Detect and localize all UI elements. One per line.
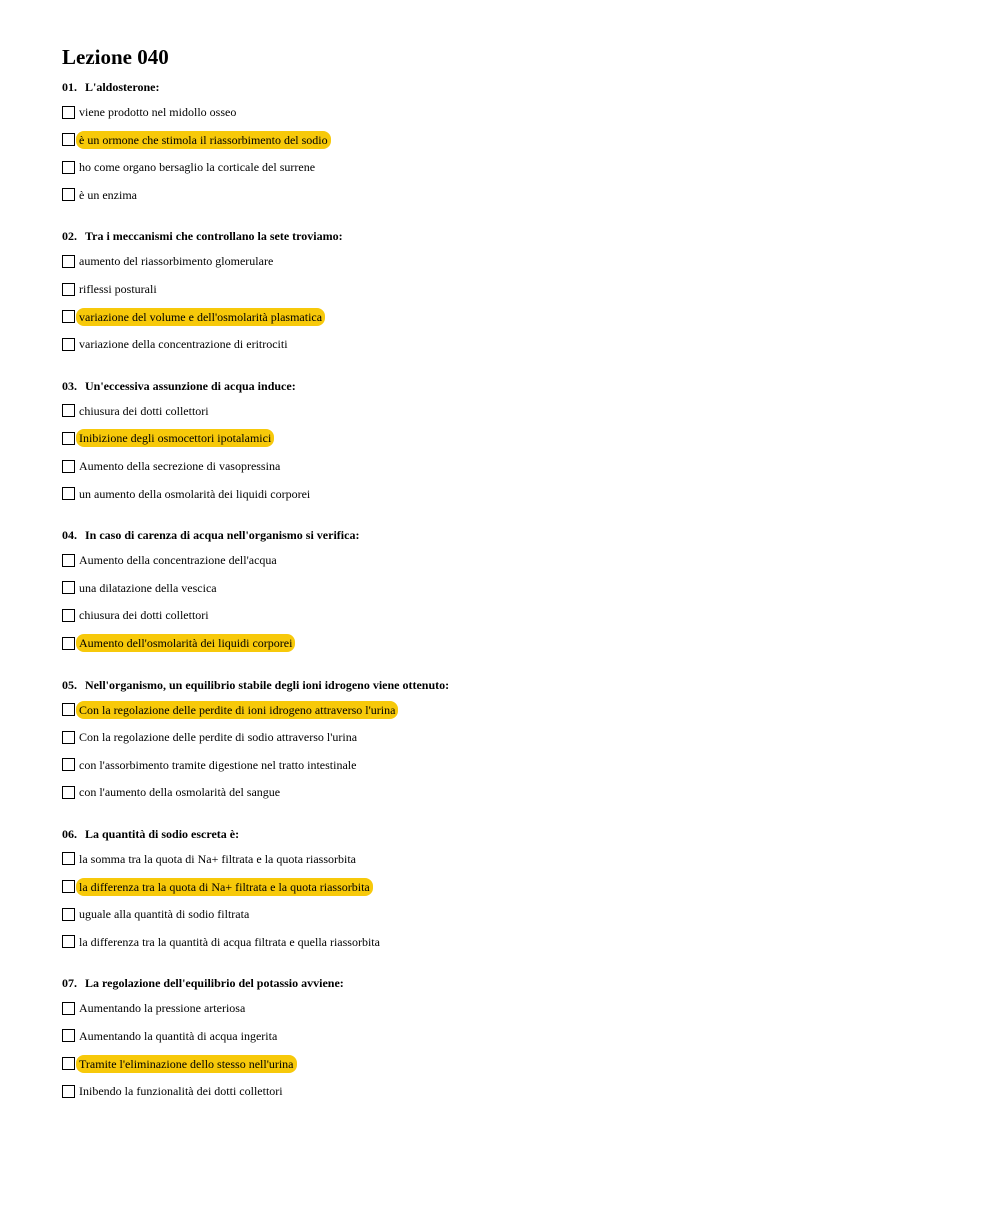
answer-option-label: chiusura dei dotti collettori	[79, 608, 209, 623]
answer-option-label: aumento del riassorbimento glomerulare	[79, 254, 274, 269]
checkbox[interactable]	[62, 106, 75, 119]
question-1	[62, 80, 962, 204]
answer-option-label: con l'aumento della osmolarità del sangue	[79, 785, 281, 800]
checkbox[interactable]	[62, 1057, 75, 1070]
checkbox[interactable]	[62, 133, 75, 146]
answer-option-label: Tramite l'eliminazione dello stesso nell'urina	[76, 1055, 297, 1073]
checkbox[interactable]	[62, 581, 75, 594]
answer-option[interactable]	[62, 158, 962, 177]
question-text: Tra i meccanismi che controllano la sete troviamo:	[85, 229, 343, 244]
answer-option[interactable]	[62, 484, 962, 503]
checkbox[interactable]	[62, 188, 75, 201]
question-number: 05.	[62, 677, 77, 692]
answer-option-label: la differenza tra la quantità di acqua filtrata e quella riassorbita	[79, 934, 380, 949]
question-3	[62, 379, 962, 503]
answer-option-label: una dilatazione della vescica	[79, 580, 217, 595]
answer-option[interactable]	[62, 728, 962, 747]
answer-option-highlighted[interactable]	[62, 1054, 962, 1073]
answer-option-label: chiusura dei dotti collettori	[79, 403, 209, 418]
checkbox[interactable]	[62, 880, 75, 893]
answer-option-label: la somma tra la quota di Na+ filtrata e la quota riassorbita	[79, 851, 357, 866]
question-number: 01.	[62, 80, 77, 94]
question-heading	[62, 379, 962, 393]
answer-option[interactable]	[62, 185, 962, 204]
answer-option-highlighted[interactable]	[62, 634, 962, 653]
answer-option[interactable]	[62, 578, 962, 597]
question-7	[62, 976, 962, 1100]
answer-option-label: Aumentando la pressione arteriosa	[79, 1001, 246, 1016]
question-text: L'aldosterone:	[85, 80, 160, 94]
question-number: 02.	[62, 229, 77, 244]
question-number: 06.	[62, 826, 77, 841]
answer-option[interactable]	[62, 606, 962, 625]
answer-option[interactable]	[62, 401, 962, 420]
answer-option-highlighted[interactable]	[62, 877, 962, 896]
answer-option-label: Aumento della secrezione di vasopressina	[79, 459, 281, 474]
checkbox[interactable]	[62, 255, 75, 268]
answer-option-label: ho come organo bersaglio la corticale del surrene	[79, 160, 316, 175]
answer-option-label: viene prodotto nel midollo osseo	[79, 105, 237, 120]
answer-option[interactable]	[62, 905, 962, 924]
checkbox[interactable]	[62, 310, 75, 323]
answer-option-highlighted[interactable]	[62, 130, 962, 149]
question-4	[62, 528, 962, 652]
answer-option[interactable]	[62, 252, 962, 271]
question-text: La regolazione dell'equilibrio del potassio avviene:	[85, 976, 344, 991]
question-heading	[62, 80, 962, 94]
answer-option-highlighted[interactable]	[62, 307, 962, 326]
answer-option-label: Aumentando la quantità di acqua ingerita	[79, 1028, 278, 1043]
answer-option-label: un aumento della osmolarità dei liquidi corporei	[79, 486, 311, 501]
checkbox[interactable]	[62, 758, 75, 771]
question-6	[62, 827, 962, 951]
question-2	[62, 229, 962, 353]
checkbox[interactable]	[62, 703, 75, 716]
answer-option[interactable]	[62, 457, 962, 476]
answer-option[interactable]	[62, 335, 962, 354]
checkbox[interactable]	[62, 637, 75, 650]
checkbox[interactable]	[62, 731, 75, 744]
answer-option-highlighted[interactable]	[62, 429, 962, 448]
question-5	[62, 678, 962, 802]
question-number: 04.	[62, 528, 77, 543]
answer-option-label: variazione del volume e dell'osmolarità plasmatica	[76, 308, 325, 326]
answer-option[interactable]	[62, 1082, 962, 1101]
question-heading	[62, 229, 962, 243]
answer-option-label: uguale alla quantità di sodio filtrata	[79, 907, 250, 922]
answer-option[interactable]	[62, 755, 962, 774]
checkbox[interactable]	[62, 338, 75, 351]
answer-option-label: Inibendo la funzionalità dei dotti collettori	[79, 1084, 283, 1099]
checkbox[interactable]	[62, 283, 75, 296]
checkbox[interactable]	[62, 609, 75, 622]
answer-option[interactable]	[62, 849, 962, 868]
question-number: 03.	[62, 378, 77, 393]
question-number: 07.	[62, 976, 77, 991]
checkbox[interactable]	[62, 487, 75, 500]
checkbox[interactable]	[62, 460, 75, 473]
answer-option[interactable]	[62, 783, 962, 802]
answer-option[interactable]	[62, 1026, 962, 1045]
question-text: In caso di carenza di acqua nell'organismo si verifica:	[85, 528, 360, 543]
checkbox[interactable]	[62, 554, 75, 567]
answer-option-label: è un ormone che stimola il riassorbimento del sodio	[76, 131, 331, 149]
answer-option[interactable]	[62, 551, 962, 570]
document-page	[62, 44, 962, 1101]
answer-option-highlighted[interactable]	[62, 700, 962, 719]
question-heading	[62, 678, 962, 692]
answer-option-label: la differenza tra la quota di Na+ filtrata e la quota riassorbita	[76, 878, 373, 896]
question-list	[62, 80, 962, 1101]
answer-option[interactable]	[62, 932, 962, 951]
checkbox[interactable]	[62, 786, 75, 799]
question-text: Nell'organismo, un equilibrio stabile degli ioni idrogeno viene ottenuto:	[85, 677, 450, 692]
answer-option-label: Aumento dell'osmolarità dei liquidi corporei	[76, 634, 295, 652]
answer-option-label: Con la regolazione delle perdite di sodio attraverso l'urina	[79, 730, 358, 745]
answer-option[interactable]	[62, 999, 962, 1018]
checkbox[interactable]	[62, 1002, 75, 1015]
answer-option-label: con l'assorbimento tramite digestione nel tratto intestinale	[79, 757, 357, 772]
checkbox[interactable]	[62, 908, 75, 921]
checkbox[interactable]	[62, 161, 75, 174]
answer-option[interactable]	[62, 280, 962, 299]
question-heading	[62, 976, 962, 990]
question-text: Un'eccessiva assunzione di acqua induce:	[85, 378, 296, 393]
answer-option-label: riflessi posturali	[79, 282, 157, 297]
answer-option-label: è un enzima	[79, 187, 137, 202]
checkbox[interactable]	[62, 404, 75, 417]
answer-option-label: Aumento della concentrazione dell'acqua	[79, 553, 277, 568]
answer-option-label: Inibizione degli osmocettori ipotalamici	[76, 429, 274, 447]
lesson-title: Lezione 040	[62, 45, 169, 69]
checkbox[interactable]	[62, 1029, 75, 1042]
checkbox[interactable]	[62, 935, 75, 948]
answer-option[interactable]	[62, 103, 962, 122]
checkbox[interactable]	[62, 1085, 75, 1098]
question-text: La quantità di sodio escreta è:	[85, 826, 240, 841]
answer-option-label: variazione della concentrazione di eritrociti	[79, 337, 288, 352]
checkbox[interactable]	[62, 852, 75, 865]
checkbox[interactable]	[62, 432, 75, 445]
answer-option-label: Con la regolazione delle perdite di ioni idrogeno attraverso l'urina	[76, 701, 398, 719]
question-heading	[62, 528, 962, 542]
question-heading	[62, 827, 962, 841]
